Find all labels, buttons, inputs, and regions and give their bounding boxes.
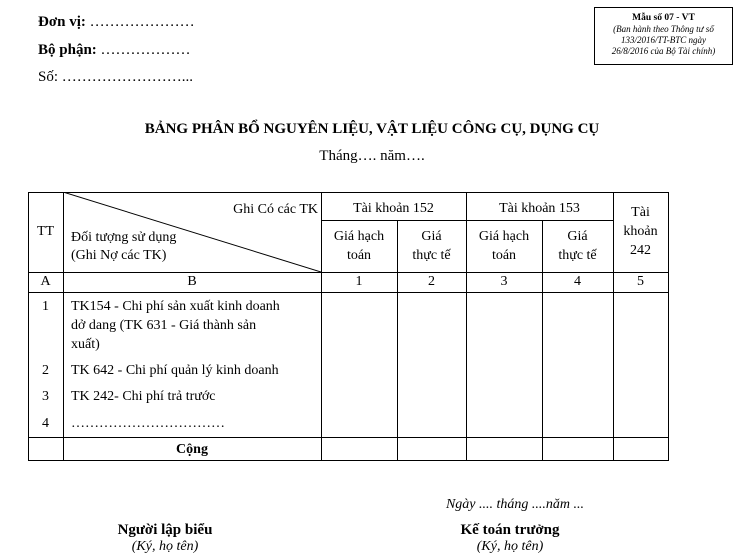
idx-1: 1 <box>355 274 363 289</box>
date-line: Ngày .... tháng ....năm ... <box>445 497 585 512</box>
form-code-line3: 26/8/2016 của Bộ Tài chính) <box>611 46 716 56</box>
dept-dots: ……………… <box>100 42 191 58</box>
number-line <box>38 69 193 86</box>
form-code: Mẫu số 07 - VT <box>632 13 695 23</box>
row1-no: 1 <box>42 299 49 314</box>
acc152-header: Tài khoản 152 <box>353 201 434 216</box>
form-code-box <box>594 7 733 65</box>
accountant-sign: (Ký, họ tên) <box>476 539 544 554</box>
number-dots: ……………………... <box>61 69 194 85</box>
dept-label: Bộ phận: <box>38 42 97 58</box>
acc152-actual-2: thực tế <box>412 248 451 263</box>
acc242-header-3: 242 <box>630 243 651 258</box>
idx-b: B <box>187 274 197 289</box>
document-title: BẢNG PHÂN BỔ NGUYÊN LIỆU, VẬT LIỆU CÔNG CỤ, DỤNG CỤ <box>144 121 600 137</box>
row1-text-2: dở dang (TK 631 - Giá thành sản <box>71 318 257 333</box>
idx-4: 4 <box>574 274 581 289</box>
idx-a: A <box>40 274 51 289</box>
acc152-actual-1: Giá <box>421 229 442 244</box>
idx-3: 3 <box>500 274 508 289</box>
row2-no: 2 <box>42 363 49 378</box>
row1-text-1: TK154 - Chi phí sản xuất kinh doanh <box>71 299 280 314</box>
unit-line <box>38 14 195 31</box>
accountant-role: Kế toán trưởng <box>460 522 560 538</box>
form-code-line1: (Ban hành theo Thông tư số <box>613 24 714 34</box>
preparer-block <box>80 522 250 555</box>
form-code-line2: 133/2016/TT-BTC ngày <box>620 35 707 45</box>
acc153-plan-2: toán <box>491 248 517 263</box>
dept-line <box>38 42 191 59</box>
allocation-table <box>28 192 669 461</box>
debit-label-1: Đối tượng sử dụng <box>71 230 177 245</box>
unit-dots: ………………… <box>89 14 195 30</box>
acc242-header-2: khoản <box>623 224 658 239</box>
row3-text: TK 242- Chi phí trả trước <box>71 389 216 404</box>
preparer-sign: (Ký, họ tên) <box>131 539 199 554</box>
row4-no: 4 <box>42 416 49 431</box>
acc242-header-1: Tài <box>631 205 650 220</box>
accountant-block <box>425 522 595 555</box>
acc153-header: Tài khoản 153 <box>499 201 580 216</box>
debit-label-2: (Ghi Nợ các TK) <box>71 248 167 263</box>
acc152-plan-2: toán <box>346 248 372 263</box>
period-line: Tháng…. năm…. <box>319 148 425 164</box>
idx-2: 2 <box>428 274 435 289</box>
idx-5: 5 <box>637 274 644 289</box>
row2-text: TK 642 - Chi phí quản lý kinh doanh <box>71 363 279 378</box>
total-label: Cộng <box>176 442 208 457</box>
number-label: Số: <box>38 69 59 85</box>
credit-label: Ghi Có các TK <box>233 202 318 217</box>
row4-text: …………………………… <box>71 416 225 431</box>
acc153-actual-2: thực tế <box>558 248 597 263</box>
acc153-plan-1: Giá hạch <box>478 229 530 244</box>
acc153-actual-1: Giá <box>567 229 588 244</box>
unit-label: Đơn vị: <box>38 14 86 30</box>
row1-text-3: xuất) <box>71 337 100 352</box>
preparer-role: Người lập biểu <box>117 522 213 538</box>
row3-no: 3 <box>42 389 49 404</box>
acc152-plan-1: Giá hạch <box>333 229 385 244</box>
col-tt-header: TT <box>36 224 55 239</box>
